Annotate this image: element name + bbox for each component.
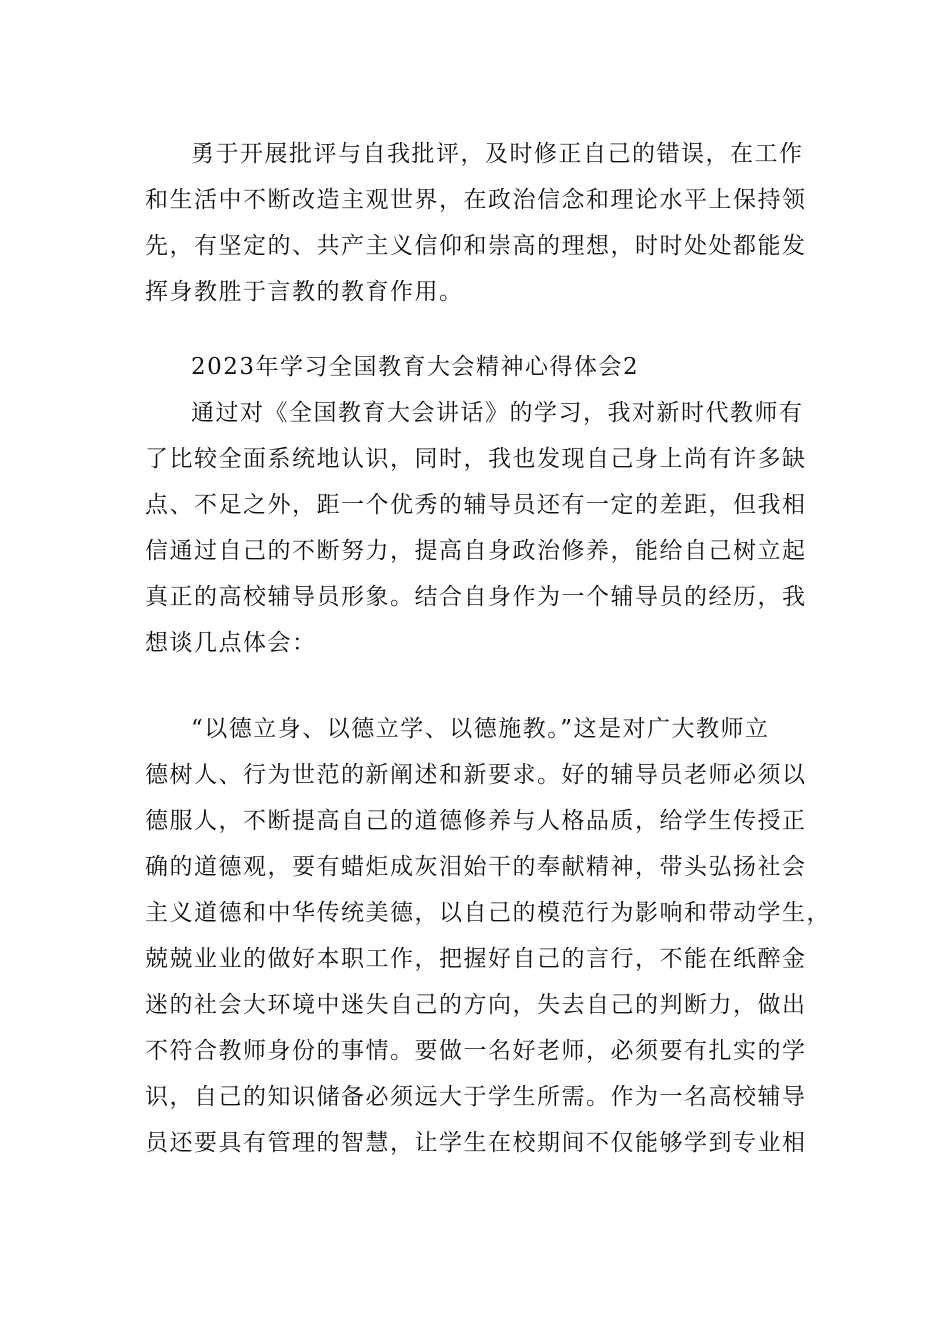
paragraph-line: 员还要具有管理的智慧，让学生在校期间不仅能够学到专业相 [145, 1130, 807, 1156]
paragraph-line: 不符合教师身份的事情。要做一名好老师，必须要有扎实的学 [145, 1038, 807, 1064]
paragraph-line: 德服人，不断提高自己的道德修养与人格品质，给学生传授正 [145, 808, 807, 834]
paragraph-line: 先，有坚定的、共产主义信仰和崇高的理想，时时处处都能发 [145, 233, 807, 259]
paragraph-line: 识，自己的知识储备必须远大于学生所需。作为一名高校辅导 [145, 1084, 807, 1110]
paragraph-line: 点、不足之外，距一个优秀的辅导员还有一定的差距，但我相 [145, 492, 807, 518]
paragraph-line: 迷的社会大环境中迷失自己的方向，失去自己的判断力，做出 [145, 992, 807, 1018]
paragraph-line: 了比较全面系统地认识，同时，我也发现自己身上尚有许多缺 [145, 446, 807, 472]
paragraph-line: “以德立身、以德立学、以德施教。”这是对广大教师立 [191, 716, 770, 742]
paragraph-line: 真正的高校辅导员形象。结合自身作为一个辅导员的经历，我 [145, 584, 807, 610]
paragraph-line: 兢兢业业的做好本职工作，把握好自己的言行，不能在纸醉金 [145, 946, 807, 972]
paragraph-line: 德树人、行为世范的新阐述和新要求。好的辅导员老师必须以 [145, 762, 807, 788]
paragraph-line: 确的道德观，要有蜡炬成灰泪始干的奉献精神，带头弘扬社会 [145, 854, 807, 880]
paragraph-line: 信通过自己的不断努力，提高自身政治修养，能给自己树立起 [145, 538, 807, 564]
paragraph-line: 和生活中不断改造主观世界，在政治信念和理论水平上保持领 [145, 187, 807, 213]
paragraph-2 [145, 390, 807, 666]
paragraph-3 [145, 706, 831, 1166]
paragraph-line: 通过对《全国教育大会讲话》的学习，我对新时代教师有 [191, 400, 804, 426]
section-title [145, 344, 795, 390]
paragraph-1 [145, 131, 807, 315]
paragraph-line: 主义道德和中华传统美德，以自己的模范行为影响和带动学生， [145, 900, 831, 926]
paragraph-line: 勇于开展批评与自我批评，及时修正自己的错误，在工作 [191, 141, 804, 167]
paragraph-line: 挥身教胜于言教的教育作用。 [145, 279, 464, 305]
section-title-text: 2023年学习全国教育大会精神心得体会2 [191, 354, 640, 380]
paragraph-line: 想谈几点体会： [145, 630, 317, 656]
